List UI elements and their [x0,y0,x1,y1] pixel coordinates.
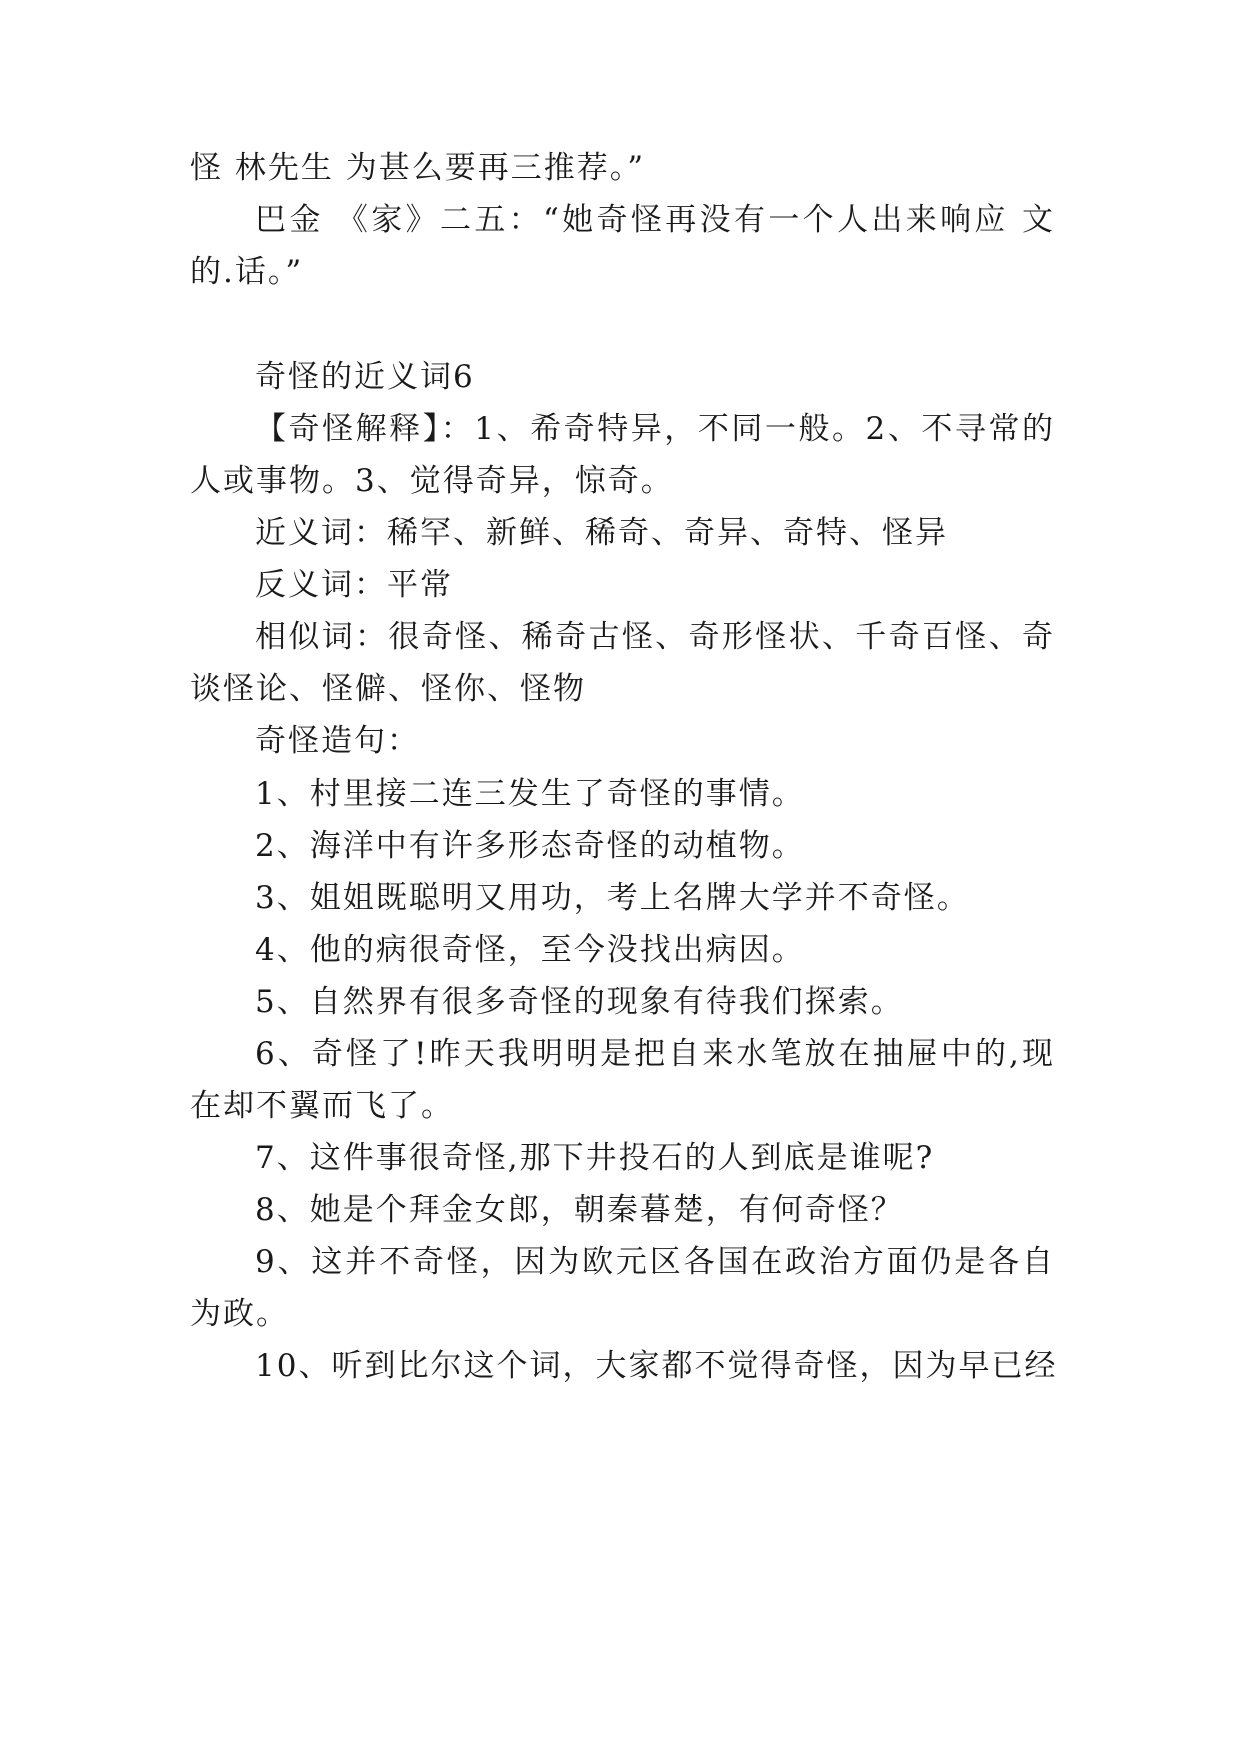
text-line: 谈怪论、怪僻、怪你、怪物 [190,671,586,707]
text-line: 近义词：稀罕、新鲜、稀奇、奇异、奇特、怪异 [255,515,948,551]
text-line: 人或事物。3、觉得奇异，惊奇。 [190,463,674,499]
list-item: 6、奇怪了!昨天我明明是把自来水笔放在抽屉中的,现 [255,1036,1055,1072]
text-line: 反义词：平常 [255,567,453,603]
section-heading: 奇怪的近义词6 [255,359,475,395]
text-line: 怪 林先生 为甚么要再三推荐。” [190,150,646,186]
text-line: 奇怪造句： [255,723,420,759]
list-item: 8、她是个拜金女郎，朝秦暮楚，有何奇怪？ [255,1192,904,1228]
text-line: 【奇怪解释】：1、希奇特异，不同一般。2、不寻常的 [255,411,1055,447]
list-item: 4、他的病很奇怪，至今没找出病因。 [255,932,805,968]
list-item: 1、村里接二连三发生了奇怪的事情。 [255,776,805,812]
list-item: 5、自然界有很多奇怪的现象有待我们探索。 [255,984,904,1020]
list-item-continuation: 为政。 [190,1296,289,1332]
text-line: 的.话。” [190,254,304,290]
text-line: 巴金 《家》二五：“她奇怪再没有一个人出来响应 文 [255,202,1055,238]
list-item: 10、听到比尔这个词，大家都不觉得奇怪，因为早已经 [255,1348,1058,1384]
list-item: 9、这并不奇怪，因为欧元区各国在政治方面仍是各自 [255,1244,1055,1280]
list-item: 3、姐姐既聪明又用功，考上名牌大学并不奇怪。 [255,880,970,916]
list-item-continuation: 在却不翼而飞了。 [190,1088,454,1124]
list-item: 2、海洋中有许多形态奇怪的动植物。 [255,828,805,864]
list-item: 7、这件事很奇怪,那下井投石的人到底是谁呢? [255,1140,935,1176]
text-line: 相似词：很奇怪、稀奇古怪、奇形怪状、千奇百怪、奇 [255,619,1055,655]
